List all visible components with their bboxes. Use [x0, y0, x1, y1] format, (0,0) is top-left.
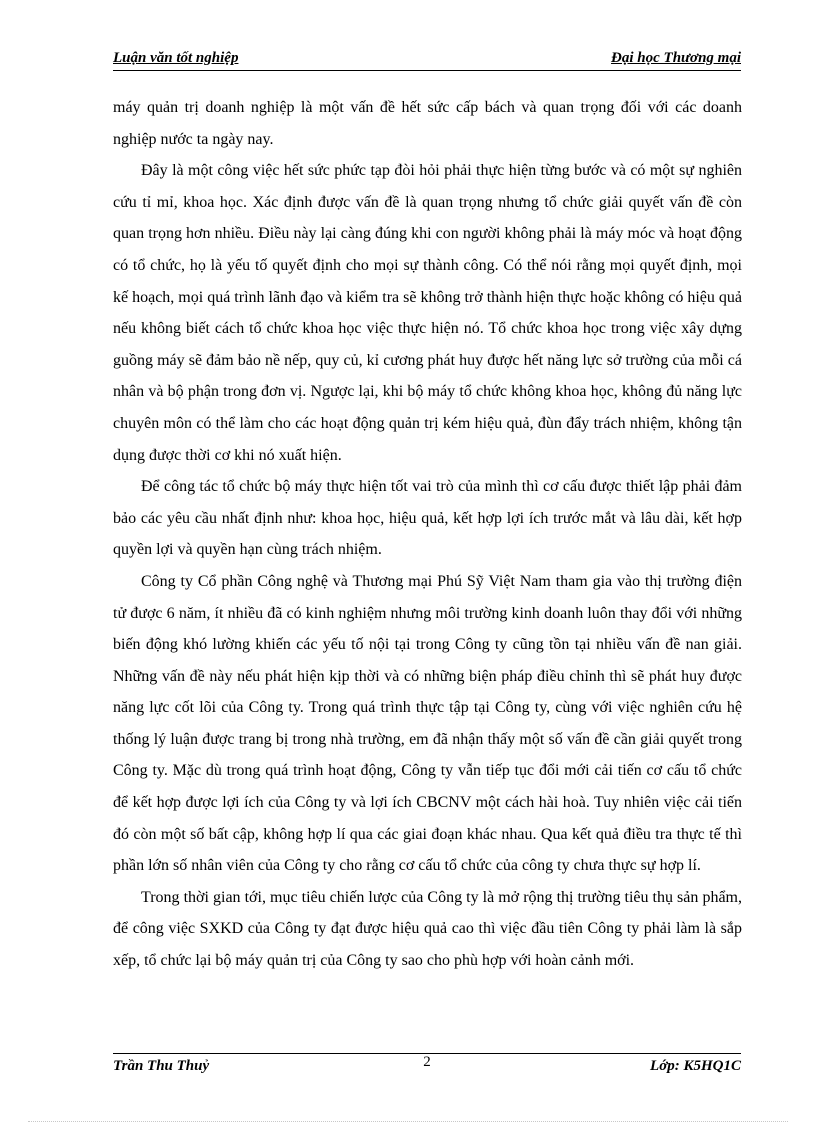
- paragraph: Trong thời gian tới, mục tiêu chiến lược của Công ty là mở rộng thị trường tiêu thụ sản phẩm, để công việc SXKD của Công ty đạt được hiệu quả cao thì việc đầu tiên Công ty phải làm là sắp xếp, tổ chức lại bộ máy quản trị của Công ty sao cho phù hợp với hoàn cảnh mới.: [113, 888, 742, 970]
- paragraph: Để công tác tổ chức bộ máy thực hiện tốt vai trò của mình thì cơ cấu được thiết lập phải đảm bảo các yêu cầu nhất định như: khoa học, hiệu quả, kết hợp lợi ích trước mắt và lâu dài, kết hợp quyền lợi và quyền hạn cùng trách nhiệm.: [113, 478, 742, 559]
- page-footer: [113, 1053, 741, 1078]
- paragraph: Đây là một công việc hết sức phức tạp đòi hỏi phải thực hiện từng bước và có một sự nghiên cứu tỉ mỉ, khoa học. Xác định được vấn đề là quan trọng nhưng tổ chức giải quyết vấn đề còn quan trọng hơn nhiều. Điều này lại càng đúng khi con người không phải là máy móc và hoạt động có tổ chức, họ là yếu tố quyết định cho mọi sự thành công. Có thể nói rằng mọi quyết định, mọi kế hoạch, mọi quá trình lãnh đạo và kiểm tra sẽ không trở thành hiện thực hoặc không có hiệu quả nếu không biết cách tổ chức khoa học việc thực hiện nó. Tổ chức khoa học trong việc xây dựng guồng máy sẽ đảm bảo nề nếp, quy củ, kỉ cương phát huy được hết năng lực sở trường của mỗi cá nhân và bộ phận trong đơn vị. Ngược lại, khi bộ máy tổ chức không khoa học, không đủ năng lực chuyên môn có thể làm cho các hoạt động quản trị kém hiệu quả, đùn đẩy trách nhiệm, không tận dụng được thời cơ khi nó xuất hiện.: [113, 162, 742, 464]
- footer-author: Trần Thu Thuỷ: [113, 1058, 210, 1074]
- document-body: [113, 92, 742, 977]
- footer-class: Lớp: K5HQ1C: [650, 1058, 741, 1074]
- header-university: Đại học Thương mại: [611, 50, 741, 66]
- paragraph: Công ty Cổ phần Công nghệ và Thương mại Phú Sỹ Việt Nam tham gia vào thị trường điện tử được 6 năm, ít nhiều đã có kinh nghiệm nhưng môi trường kinh doanh luôn thay đổi với những biến động khó lường khiến các yếu tố nội tại trong Công ty cũng tồn tại nhiều vấn đề nan giải. Những vấn đề này nếu phát hiện kịp thời và có những biện pháp điều chỉnh thì sẽ phát huy được năng lực cốt lõi của Công ty. Trong quá trình thực tập tại Công ty, cùng với việc nghiên cứu hệ thống lý luận được trang bị trong nhà trường, em đã nhận thấy một số vấn đề cần giải quyết trong Công ty. Mặc dù trong quá trình hoạt động, Công ty vẫn tiếp tục đổi mới cải tiến cơ cấu tổ chức để kết hợp được lợi ích của Công ty và lợi ích CBCNV một cách hài hoà. Tuy nhiên việc cải tiến đó còn một số bất cập, không hợp lí qua các giai đoạn khác nhau. Qua kết quả điều tra thực tế thì phần lớn số nhân viên của Công ty cho rằng cơ cấu tổ chức của công ty chưa thực sự hợp lí.: [113, 572, 742, 875]
- page-number: 2: [423, 1054, 431, 1070]
- page-header: [113, 50, 741, 71]
- page-edge-divider: [28, 1121, 788, 1122]
- header-thesis-title: Luận văn tốt nghiệp: [113, 50, 239, 66]
- paragraph-continuation: máy quản trị doanh nghiệp là một vấn đề hết sức cấp bách và quan trọng đối với các doanh nghiệp nước ta ngày nay.: [113, 99, 742, 148]
